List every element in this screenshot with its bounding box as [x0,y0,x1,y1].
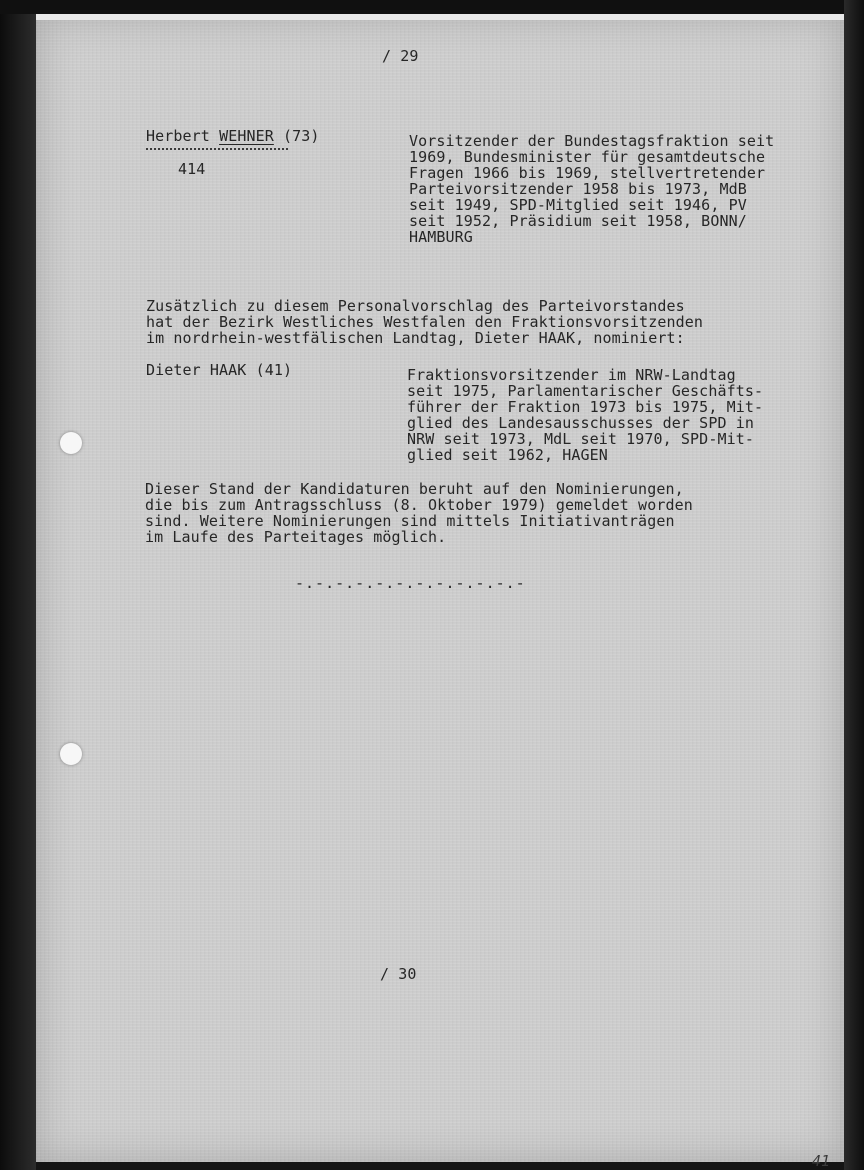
paragraph-line: Dieser Stand der Kandidaturen beruht auf den Nominierungen, [145,480,684,498]
name-underline-dotted [146,148,288,150]
bio-line: NRW seit 1973, MdL seit 1970, SPD-Mit- [407,430,754,448]
paragraph-line: im Laufe des Parteitages möglich. [145,528,447,546]
paper-top-edge [36,14,844,20]
candidate-last-name: WEHNER [219,127,274,145]
bio-line: 1969, Bundesminister für gesamtdeutsche [409,148,766,166]
candidate-bio-haak [407,367,763,463]
section-separator: -.-.-.-.-.-.-.-.-.-.-.- [295,574,526,592]
candidate-first-name: Herbert [146,127,210,145]
bio-line: Fragen 1966 bis 1969, stellvertretender [409,164,766,182]
intro-paragraph [146,298,703,346]
scan-border-top [0,0,864,14]
punch-hole-icon [60,743,82,765]
paragraph-line: hat der Bezirk Westliches Westfalen den Fraktionsvorsitzenden [146,313,703,331]
bio-line: Vorsitzender der Bundestagsfraktion seit [409,132,775,150]
scan-border-left [0,0,36,1170]
candidate-name-wehner [146,128,320,144]
page-marker-bottom: / 30 [380,965,417,983]
bio-line: Parteivorsitzender 1958 bis 1973, MdB [409,180,747,198]
page-marker-top: / 29 [382,47,419,65]
paragraph-line: sind. Weitere Nominierungen sind mittels Initiativanträgen [145,512,675,530]
bio-line: seit 1975, Parlamentarischer Geschäfts- [407,382,764,400]
paragraph-line: die bis zum Antragsschluss (8. Oktober 1979) gemeldet worden [145,496,693,514]
paragraph-line: im nordrhein-westfälischen Landtag, Dieter HAAK, nominiert: [146,329,685,347]
bio-line: Fraktionsvorsitzender im NRW-Landtag [407,366,736,384]
scan-border-right [844,0,864,1170]
bio-line: glied des Landesausschusses der SPD in [407,414,754,432]
status-paragraph [145,481,693,545]
candidate-age: (73) [283,127,320,145]
candidate-name-haak: Dieter HAAK (41) [146,361,293,379]
bio-line: führer der Fraktion 1973 bis 1975, Mit- [407,398,764,416]
bio-line: seit 1952, Präsidium seit 1958, BONN/ [409,212,747,230]
paragraph-line: Zusätzlich zu diesem Personalvorschlag des Parteivorstandes [146,297,685,315]
candidate-number: 414 [178,160,206,178]
candidate-bio-wehner [409,133,774,245]
bio-line: HAMBURG [409,228,473,246]
bio-line: seit 1949, SPD-Mitglied seit 1946, PV [409,196,747,214]
bio-line: glied seit 1962, HAGEN [407,446,608,464]
corner-page-number: 41 [812,1152,831,1170]
punch-hole-icon [60,432,82,454]
